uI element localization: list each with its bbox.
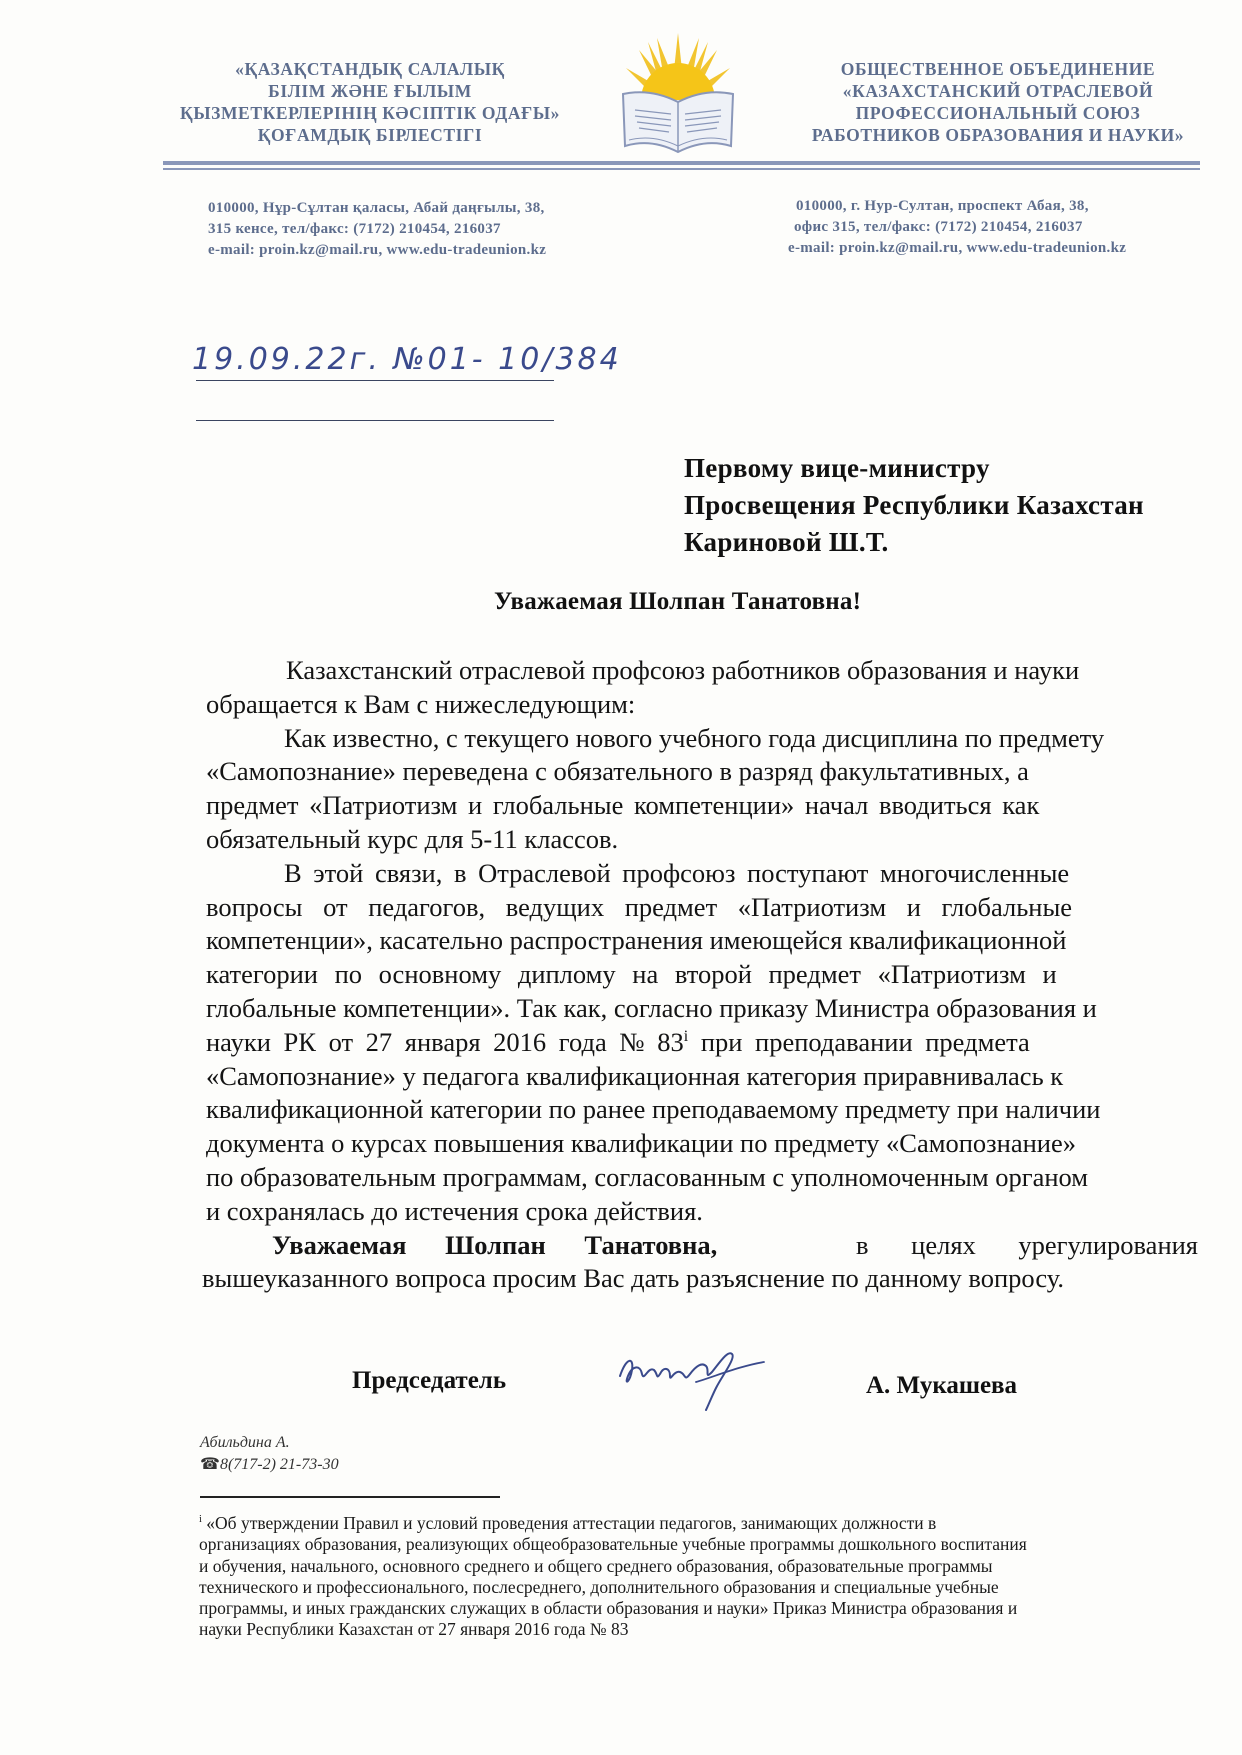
body-line bbox=[206, 1026, 1198, 1060]
header-left-org-name bbox=[160, 58, 580, 146]
sun-book-emblem-icon bbox=[613, 28, 743, 163]
registration-line bbox=[196, 380, 554, 381]
signature-icon bbox=[612, 1336, 772, 1416]
footnote-text: «Об утверждении Правил и условий проведения аттестации педагогов, занимающих должности в bbox=[206, 1513, 937, 1533]
handwritten-signature bbox=[612, 1336, 772, 1416]
body-line: «Самопознание» переведена с обязательного в разряд факультативных, а bbox=[206, 756, 1029, 787]
header-left-line: ҚЫЗМЕТКЕРЛЕРІНІҢ КӘСІПТІК ОДАҒЫ» bbox=[180, 103, 560, 123]
address-russian bbox=[788, 196, 1126, 259]
footnote-line bbox=[199, 1513, 1027, 1534]
footnote-line: технического и профессионального, послесреднего, дополнительного образования и специальные учебные bbox=[199, 1576, 999, 1597]
letter-body bbox=[202, 654, 1198, 1296]
address-line: 010000, г. Нур-Султан, проспект Абая, 38, bbox=[796, 198, 1089, 214]
body-line: В этой связи, в Отраслевой профсоюз поступают многочисленные bbox=[284, 857, 1070, 888]
executor-phone-row bbox=[200, 1454, 339, 1476]
body-line: предмет «Патриотизм и глобальные компетенции» начал вводиться как bbox=[206, 790, 1040, 821]
recipient-line: Первому вице-министру bbox=[684, 453, 990, 483]
body-line-text: науки РК от 27 января 2016 года № 83 bbox=[206, 1026, 684, 1057]
registration-line-blank bbox=[196, 420, 554, 421]
footnote-line: науки Республики Казахстан от 27 января 2016 года № 83 bbox=[199, 1619, 629, 1640]
executor-name: Абильдина А. bbox=[200, 1434, 290, 1451]
recipient-line: Кариновой Ш.Т. bbox=[684, 527, 889, 557]
footnote-marker: i bbox=[199, 1514, 202, 1526]
footnote-separator bbox=[200, 1496, 500, 1498]
executor-phone: 8(717-2) 21-73-30 bbox=[219, 1456, 339, 1473]
address-line: офис 315, тел/факс: (7172) 210454, 216037 bbox=[794, 219, 1083, 235]
address-line: e-mail: proin.kz@mail.ru, www.edu-tradeunion.kz bbox=[208, 242, 547, 258]
body-line-text: Казахстанский отраслевой профсоюз работников образования и науки bbox=[286, 655, 1080, 685]
paragraph-2 bbox=[206, 722, 1198, 857]
addressee-bold: Уважаемая Шолпан Танатовна, bbox=[272, 1229, 718, 1260]
address-kazakh bbox=[208, 198, 546, 261]
body-line bbox=[206, 654, 1198, 688]
recipient-line: Просвещения Республики Казахстан bbox=[684, 490, 1144, 520]
body-line: «Самопознание» у педагога квалификационная категория приравнивалась к bbox=[206, 1060, 1064, 1091]
body-line-text: при преподавании предмета bbox=[700, 1026, 1030, 1057]
phone-icon: ☎ bbox=[200, 1456, 220, 1473]
header-right-line: ПРОФЕССИОНАЛЬНЫЙ СОЮЗ bbox=[855, 103, 1141, 123]
body-line: документа о курсах повышения квалификации по предмету «Самопознание» bbox=[206, 1128, 1076, 1159]
footnote-line: программы, и иных гражданских служащих в области образования и науки» Приказ Министра образования и bbox=[199, 1598, 1018, 1619]
footnote-ref: i bbox=[683, 1027, 689, 1045]
header-divider bbox=[163, 161, 1200, 165]
footnote-line: и обучения, начального, основного среднего и общего среднего образования, образовательные программы bbox=[199, 1555, 993, 1576]
signatory-role: Председатель bbox=[352, 1367, 507, 1394]
header-divider-thin bbox=[163, 168, 1200, 170]
body-line: обращается к Вам с нижеследующим: bbox=[206, 688, 636, 719]
greeting: Уважаемая Шолпан Танатовна! bbox=[494, 588, 862, 615]
signatory-name: А. Мукашева bbox=[866, 1372, 1018, 1399]
body-line-text: в целях урегулирования bbox=[856, 1229, 1198, 1260]
body-line: вышеуказанного вопроса просим Вас дать разъяснение по данному вопросу. bbox=[202, 1263, 1064, 1294]
address-line: e-mail: proin.kz@mail.ru, www.edu-tradeunion.kz bbox=[788, 240, 1127, 256]
body-line: по образовательным программам, согласованным с уполномоченным органом bbox=[206, 1161, 1089, 1192]
registration-number: 19.09.22г. №01- 10/384 bbox=[192, 342, 622, 377]
executor-info bbox=[200, 1432, 339, 1476]
paragraph-4 bbox=[202, 1229, 1198, 1297]
body-line bbox=[200, 1229, 1198, 1263]
body-line: квалификационной категории по ранее преподаваемому предмету при наличии bbox=[206, 1094, 1101, 1125]
recipient-block bbox=[684, 450, 1144, 561]
body-line: компетенции», касательно распространения имеющейся квалификационной bbox=[206, 925, 1067, 956]
body-line: обязательный курс для 5-11 классов. bbox=[206, 823, 619, 854]
footnote bbox=[199, 1513, 1027, 1641]
body-line: категории по основному диплому на второй предмет «Патриотизм и bbox=[206, 959, 1057, 990]
header-right-org-name bbox=[788, 58, 1208, 146]
address-line: 315 кенсе, тел/факс: (7172) 210454, 216037 bbox=[208, 221, 501, 237]
paragraph-3 bbox=[206, 857, 1198, 1229]
body-line: Как известно, с текущего нового учебного года дисциплина по предмету bbox=[284, 722, 1105, 753]
header-right-line: РАБОТНИКОВ ОБРАЗОВАНИЯ И НАУКИ» bbox=[811, 125, 1185, 145]
header-right-line: ОБЩЕСТВЕННОЕ ОБЪЕДИНЕНИЕ bbox=[840, 59, 1156, 79]
header-left-line: БІЛІМ ЖӘНЕ ҒЫЛЫМ bbox=[268, 81, 472, 101]
header-left-line: «ҚАЗАҚСТАНДЫҚ САЛАЛЫҚ bbox=[235, 59, 505, 79]
body-line: вопросы от педагогов, ведущих предмет «Патриотизм и глобальные bbox=[206, 891, 1073, 922]
header-right-line: «КАЗАХСТАНСКИЙ ОТРАСЛЕВОЙ bbox=[842, 81, 1154, 101]
footnote-line: организациях образования, реализующих общеобразовательные учебные программы дошкольного воспитания bbox=[199, 1534, 1027, 1555]
body-line: и сохранялась до истечения срока действия. bbox=[206, 1195, 703, 1226]
header-left-line: ҚОҒАМДЫҚ БІРЛЕСТІГІ bbox=[257, 125, 483, 145]
address-line: 010000, Нұр-Сұлтан қаласы, Абай даңғылы, 38, bbox=[208, 200, 545, 216]
organization-logo bbox=[613, 28, 743, 163]
body-line: глобальные компетенции». Так как, согласно приказу Министра образования и bbox=[206, 992, 1097, 1023]
paragraph-1 bbox=[206, 654, 1198, 722]
